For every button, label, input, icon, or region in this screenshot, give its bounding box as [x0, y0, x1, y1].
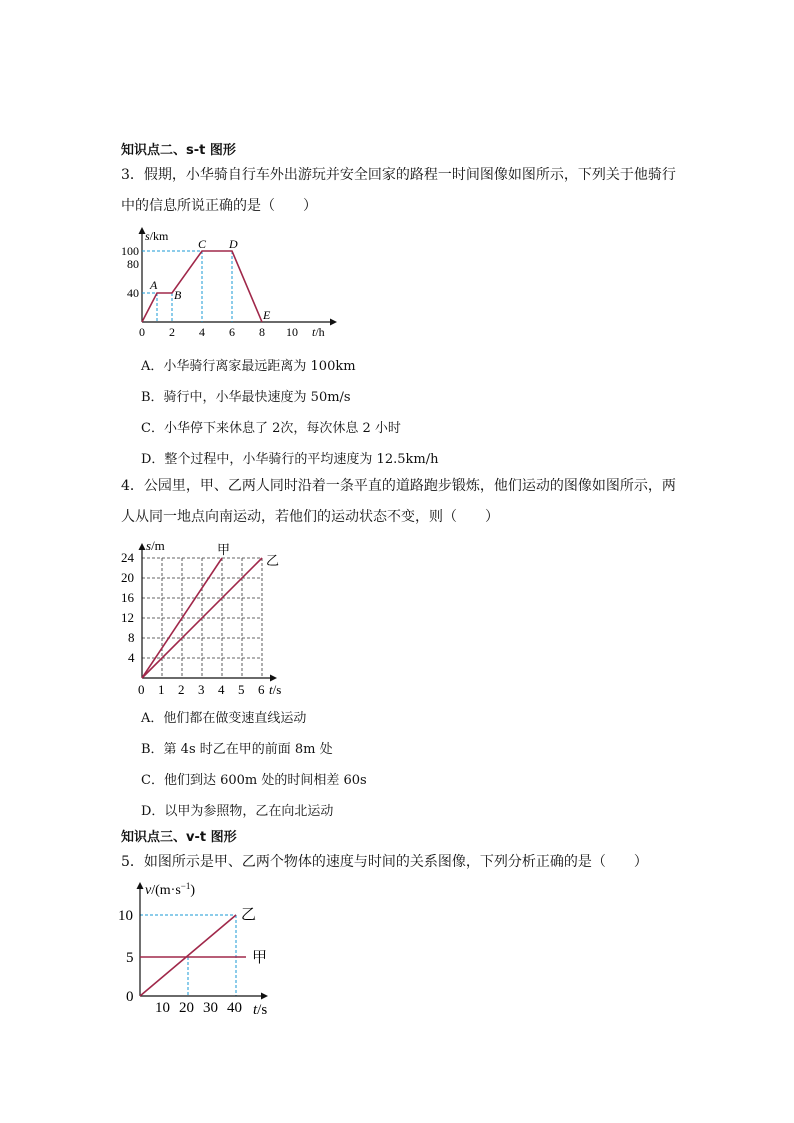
- q5-x-tick: 30: [203, 1000, 218, 1016]
- q4-x-tick: 6: [258, 682, 265, 697]
- q3-point-label: A: [150, 278, 158, 292]
- q4-x-tick: 3: [198, 682, 205, 697]
- q3-y-tick: 40: [127, 286, 139, 300]
- q5-x-tick: 20: [179, 1000, 194, 1016]
- q4-x-tick: 2: [178, 682, 185, 697]
- q4-x-tick: 5: [238, 682, 245, 697]
- q4-x-label: t/s: [269, 682, 282, 697]
- q4-option-a: A．他们都在做变速直线运动: [141, 711, 307, 726]
- q4-stem-line2: 人从同一地点向南运动，若他们的运动状态不变，则（ ）: [121, 509, 499, 525]
- q3-option-a: A．小华骑行离家最远距离为 100km: [141, 359, 356, 374]
- q5-y-tick: 5: [126, 950, 134, 966]
- q5-vt-chart: [115, 874, 295, 1024]
- q3-point-label: E: [263, 308, 271, 322]
- q4-y-tick: 24: [121, 550, 134, 565]
- q4-series-label-jia: 甲: [217, 542, 231, 557]
- q5-x-arrow: [261, 993, 268, 1000]
- q5-series-label-yi: 乙: [241, 907, 257, 923]
- q5-y-label: $v/(m\cdot s^{-1})$: [145, 881, 196, 898]
- q3-option-b: B．骑行中，小华最快速度为 50m/s: [141, 390, 351, 405]
- section-heading-2: 知识点二、s-t 图形: [121, 143, 236, 158]
- q3-y-tick: 80: [127, 257, 139, 271]
- q3-stem-line1: 3．假期，小华骑自行车外出游玩并安全回家的路程一时间图像如图所示，下列关于他骑行: [121, 167, 676, 183]
- q5-y-tick: 0: [126, 989, 134, 1005]
- q5-stem-line1: 5．如图所示是甲、乙两个物体的速度与时间的关系图像，下列分析正确的是（ ）: [121, 854, 648, 870]
- q3-x-arrow: [330, 319, 337, 326]
- q3-x-tick: 4: [199, 325, 205, 339]
- q3-x-label: t/h: [312, 325, 325, 339]
- q3-point-label: C: [198, 237, 207, 251]
- q4-option-c: C．他们到达 600m 处的时间相差 60s: [141, 773, 367, 788]
- q4-y-tick: 4: [128, 650, 135, 665]
- q5-y-tick: 10: [118, 908, 133, 924]
- q3-x-tick: 8: [259, 325, 265, 339]
- q3-y-label: s/km: [145, 229, 169, 243]
- q4-x-tick: 4: [218, 682, 225, 697]
- q3-stem-line2: 中的信息所说正确的是（ ）: [121, 198, 317, 214]
- q3-x-tick: 2: [169, 325, 175, 339]
- q5-y-arrow: [137, 882, 144, 889]
- q3-y-tick: 100: [121, 244, 139, 258]
- q4-option-d: D．以甲为参照物，乙在向北运动: [141, 804, 334, 819]
- q3-x-tick: 0: [139, 325, 145, 339]
- q4-y-tick: 16: [121, 590, 134, 605]
- q5-x-label: t/s: [253, 1002, 268, 1018]
- q4-x-tick: 0: [138, 682, 145, 697]
- q4-y-label: s/m: [146, 538, 165, 553]
- section-heading-3: 知识点三、v-t 图形: [121, 830, 237, 845]
- q3-x-tick: 6: [229, 325, 235, 339]
- q4-stem-line1: 4．公园里，甲、乙两人同时沿着一条平直的道路跑步锻炼，他们运动的图像如图所示，两: [121, 478, 676, 494]
- q3-point-label: B: [174, 288, 182, 302]
- q3-option-c: C．小华停下来休息了 2次，每次休息 2 小时: [141, 421, 401, 436]
- q4-x-arrow: [270, 675, 277, 682]
- q4-y-tick: 20: [121, 570, 134, 585]
- q4-st-chart: [120, 533, 310, 703]
- q4-y-arrow: [139, 543, 146, 550]
- q5-x-tick: 40: [227, 1000, 242, 1016]
- q4-y-tick: 12: [121, 610, 134, 625]
- q4-y-tick: 8: [128, 630, 135, 645]
- q3-st-chart: [121, 222, 340, 342]
- q3-x-tick: 10: [286, 325, 298, 339]
- q5-x-tick: 10: [155, 1000, 170, 1016]
- q4-option-b: B．第 4s 时乙在甲的前面 8m 处: [141, 742, 333, 757]
- q5-series-label-jia: 甲: [252, 950, 268, 966]
- q3-point-label: D: [229, 237, 238, 251]
- q4-series-label-yi: 乙: [266, 553, 280, 568]
- q3-option-d: D．整个过程中，小华骑行的平均速度为 12.5km/h: [141, 452, 439, 467]
- q4-x-tick: 1: [158, 682, 165, 697]
